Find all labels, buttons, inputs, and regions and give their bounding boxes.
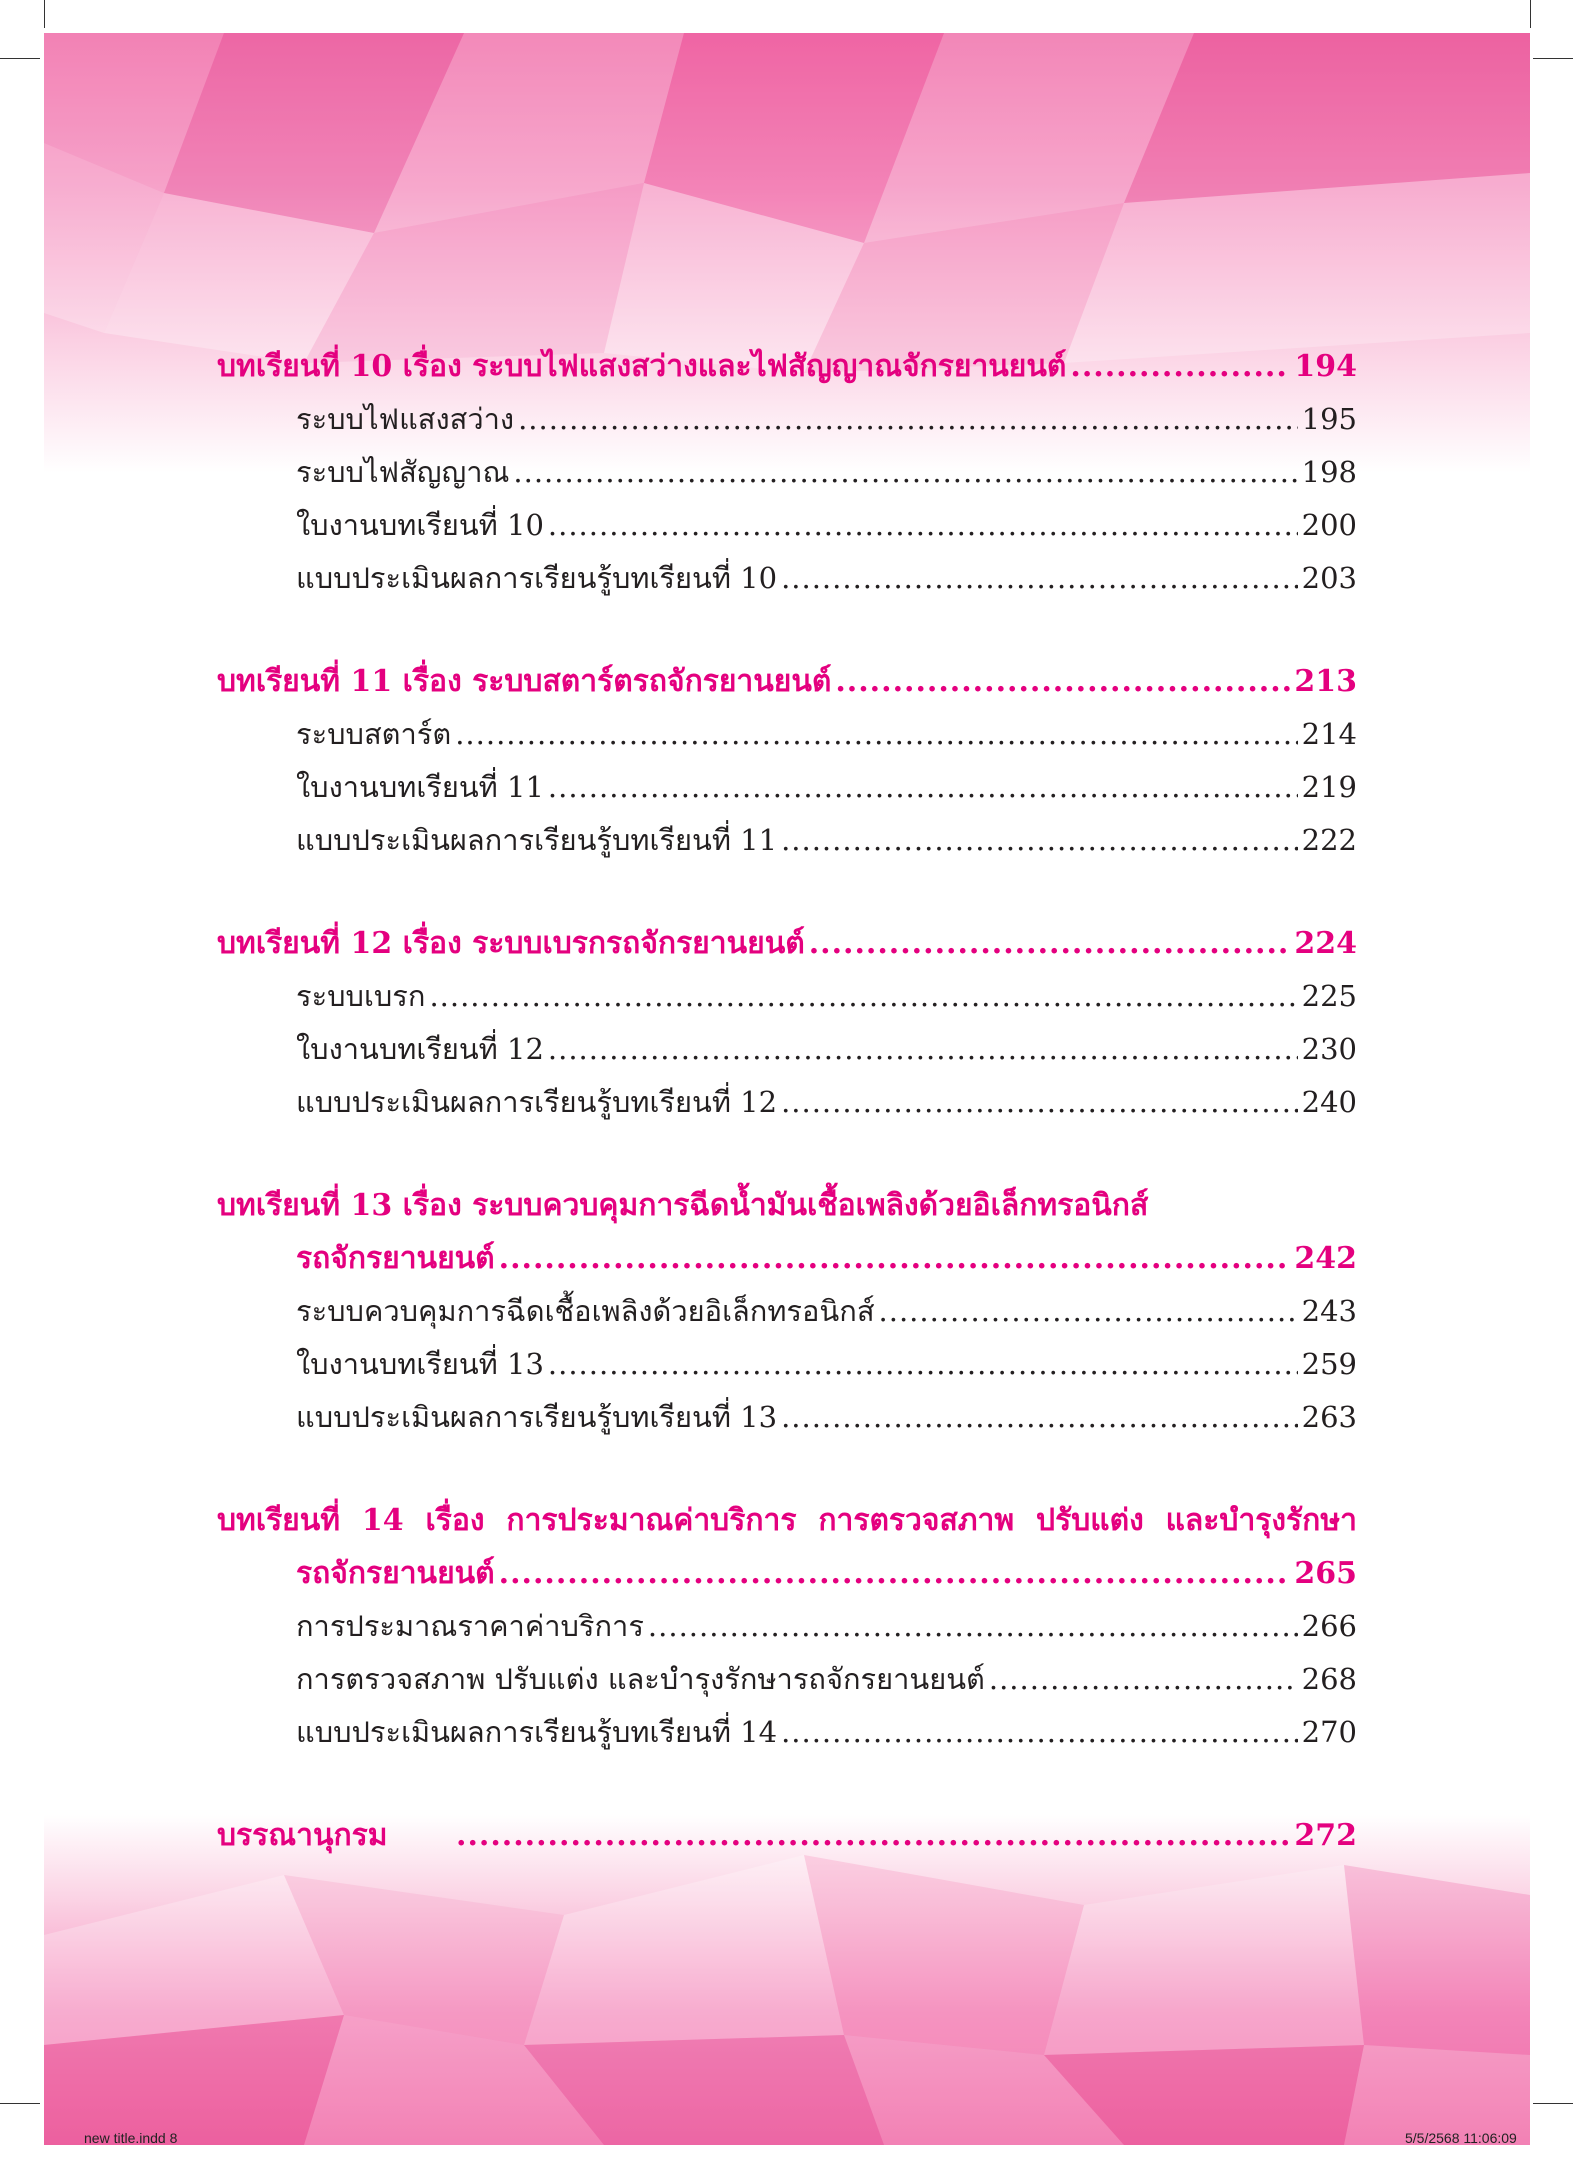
toc-item[interactable] [217, 1076, 1357, 1129]
toc-heading-continuation[interactable] [217, 1547, 1357, 1600]
toc-page-number: 224 [1294, 926, 1357, 961]
heading-word: การตรวจสภาพ [818, 1503, 1015, 1538]
toc-item[interactable] [217, 814, 1357, 867]
crop-mark [0, 2103, 40, 2104]
toc-item[interactable] [217, 1023, 1357, 1076]
dot-leader [809, 917, 1291, 970]
dot-leader [1070, 340, 1290, 393]
toc-heading-label: บรรณานุกรม [217, 1818, 388, 1853]
toc-item[interactable] [217, 1338, 1357, 1391]
toc-heading-label: บทเรียนที่ 10 เรื่อง ระบบไฟแสงสว่างและไฟสัญญาณจักรยานยนต์ [217, 349, 1067, 384]
toc-page-number: 214 [1301, 717, 1357, 751]
dot-leader [835, 655, 1290, 708]
toc-page-number: 240 [1301, 1085, 1357, 1119]
dot-leader [513, 446, 1297, 499]
crop-mark [1533, 2103, 1573, 2104]
toc-item[interactable] [217, 761, 1357, 814]
toc-heading[interactable] [217, 917, 1357, 970]
toc-item-label: การประมาณราคาค่าบริการ [296, 1609, 644, 1643]
toc-item[interactable] [217, 1285, 1357, 1338]
toc-section-bibliography [217, 1809, 1357, 1862]
toc-item[interactable] [217, 708, 1357, 761]
crop-mark [44, 0, 45, 28]
dot-leader [429, 970, 1297, 1023]
dot-leader [518, 393, 1298, 446]
toc-section-lesson-13 [217, 1179, 1357, 1444]
toc-heading-label: บทเรียนที่ 12 เรื่อง ระบบเบรกรถจักรยานยนต์ [217, 926, 805, 961]
dot-leader [456, 1809, 1290, 1862]
slug-timestamp: 5/5/2568 11:06:09 [1405, 2130, 1517, 2146]
toc-item-label: ระบบสตาร์ต [296, 717, 452, 751]
toc-item-label: ระบบเบรก [296, 979, 426, 1013]
toc-item-label: แบบประเมินผลการเรียนรู้บทเรียนที่ 11 [296, 823, 778, 857]
toc-item-label: ใบงานบทเรียนที่ 10 [296, 508, 544, 542]
dot-leader [548, 1338, 1298, 1391]
dot-leader [989, 1653, 1298, 1706]
toc-page-number: 259 [1301, 1347, 1357, 1381]
crop-mark [1533, 58, 1573, 59]
dot-leader [455, 708, 1297, 761]
toc-item[interactable] [217, 1391, 1357, 1444]
dot-leader [499, 1232, 1291, 1285]
toc-page-number: 242 [1294, 1241, 1357, 1276]
heading-word: การประมาณค่าบริการ [506, 1503, 797, 1538]
toc-page-number: 270 [1301, 1715, 1357, 1749]
heading-word: ปรับแต่ง [1036, 1503, 1144, 1538]
toc-heading[interactable] [217, 655, 1357, 708]
toc-section-lesson-10 [217, 340, 1357, 605]
toc-section-lesson-12 [217, 917, 1357, 1129]
heading-word: เรื่อง [425, 1503, 485, 1538]
dot-leader [879, 1285, 1298, 1338]
toc-page-number: 213 [1294, 664, 1357, 699]
toc-heading[interactable] [217, 340, 1357, 393]
table-of-contents [217, 340, 1357, 1912]
toc-page-number: 263 [1301, 1400, 1357, 1434]
dot-leader [548, 499, 1298, 552]
toc-page-number: 230 [1301, 1032, 1357, 1066]
toc-section-lesson-11 [217, 655, 1357, 867]
toc-item-label: ใบงานบทเรียนที่ 12 [296, 1032, 544, 1066]
toc-page-number: 195 [1301, 402, 1357, 436]
heading-word: และบำรุงรักษา [1165, 1503, 1357, 1538]
toc-heading-label: บทเรียนที่ 11 เรื่อง ระบบสตาร์ตรถจักรยานยนต์ [217, 664, 832, 699]
dot-leader [781, 1706, 1298, 1759]
toc-heading-label: บทเรียนที่ 13 เรื่อง ระบบควบคุมการฉีดน้ำมันเชื้อเพลิงด้วยอิเล็กทรอนิกส์ [217, 1188, 1149, 1223]
crop-mark [1530, 0, 1531, 28]
dot-leader [499, 1547, 1291, 1600]
toc-item-label: แบบประเมินผลการเรียนรู้บทเรียนที่ 14 [296, 1715, 778, 1749]
toc-page-number: 222 [1301, 823, 1357, 857]
toc-item[interactable] [217, 499, 1357, 552]
toc-heading[interactable] [217, 1179, 1357, 1232]
toc-page-number: 268 [1301, 1662, 1357, 1696]
toc-page-number: 265 [1294, 1556, 1357, 1591]
slug-file-name: new title.indd 8 [84, 2130, 178, 2146]
toc-item[interactable] [217, 393, 1357, 446]
toc-section-lesson-14 [217, 1494, 1357, 1759]
toc-heading-continuation-label: รถจักรยานยนต์ [296, 1556, 495, 1591]
dot-leader [781, 552, 1298, 605]
toc-heading[interactable] [217, 1809, 1357, 1862]
toc-item[interactable] [217, 1600, 1357, 1653]
toc-item-label: แบบประเมินผลการเรียนรู้บทเรียนที่ 13 [296, 1400, 778, 1434]
toc-page-number: 266 [1301, 1609, 1357, 1643]
crop-mark [0, 58, 40, 59]
toc-heading-label [217, 1494, 1357, 1547]
toc-item[interactable] [217, 1653, 1357, 1706]
toc-page-number: 272 [1294, 1818, 1357, 1853]
toc-item-label: ใบงานบทเรียนที่ 13 [296, 1347, 544, 1381]
heading-word: 14 [361, 1503, 404, 1538]
toc-item[interactable] [217, 446, 1357, 499]
toc-item-label: ใบงานบทเรียนที่ 11 [296, 770, 544, 804]
toc-heading-continuation-label: รถจักรยานยนต์ [296, 1241, 495, 1276]
toc-item-label: ระบบไฟสัญญาณ [296, 455, 510, 489]
dot-leader [648, 1600, 1298, 1653]
dot-leader [781, 814, 1298, 867]
toc-heading[interactable] [217, 1494, 1357, 1547]
toc-item-label: ระบบควบคุมการฉีดเชื้อเพลิงด้วยอิเล็กทรอนิกส์ [296, 1294, 875, 1328]
dot-leader [781, 1391, 1298, 1444]
toc-item-label: การตรวจสภาพ ปรับแต่ง และบำรุงรักษารถจักรยานยนต์ [296, 1662, 985, 1696]
dot-leader [548, 1023, 1298, 1076]
toc-item-label: ระบบไฟแสงสว่าง [296, 402, 515, 436]
toc-page-number: 198 [1301, 455, 1357, 489]
dot-leader [781, 1076, 1298, 1129]
toc-page-number: 194 [1294, 349, 1357, 384]
toc-page-number: 203 [1301, 561, 1357, 595]
toc-item-label: แบบประเมินผลการเรียนรู้บทเรียนที่ 12 [296, 1085, 778, 1119]
dot-leader [548, 761, 1298, 814]
toc-item[interactable] [217, 552, 1357, 605]
toc-item-label: แบบประเมินผลการเรียนรู้บทเรียนที่ 10 [296, 561, 778, 595]
toc-page-number: 219 [1301, 770, 1357, 804]
toc-heading-continuation[interactable] [217, 1232, 1357, 1285]
toc-page-number: 200 [1301, 508, 1357, 542]
toc-page-number: 243 [1301, 1294, 1357, 1328]
toc-item[interactable] [217, 1706, 1357, 1759]
toc-item[interactable] [217, 970, 1357, 1023]
heading-word: บทเรียนที่ [217, 1503, 341, 1538]
toc-page-number: 225 [1301, 979, 1357, 1013]
